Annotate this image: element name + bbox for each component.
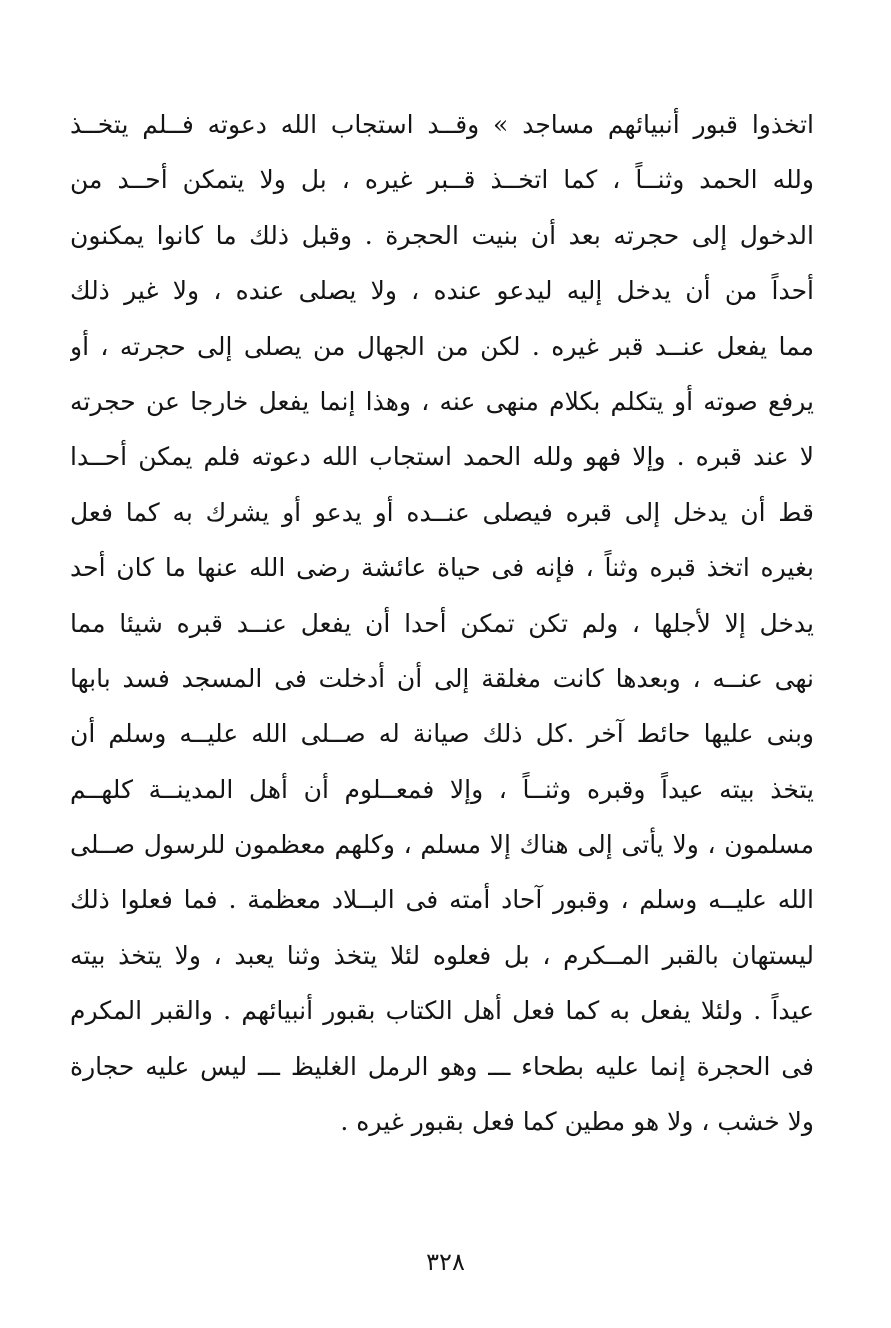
text-line: الله عليــه وسلم ، وقبور آحاد أمته فى البــلاد معظمة . فما فعلوا ذلك [70, 885, 814, 915]
text-line: اتخذوا قبور أنبيائهم مساجد » وقــد استجاب الله دعوته فــلم يتخــذ [70, 110, 814, 139]
text-line: نهى عنــه ، وبعدها كانت مغلقة إلى أن أدخلت فى المسجد فسد بابها [70, 663, 814, 693]
text-line: ولا خشب ، ولا هو مطين كما فعل بقبور غيره . [340, 1107, 814, 1137]
text-line: قط أن يدخل إلى قبره فيصلى عنــده أو يدعو أو يشرك به كما فعل [70, 497, 814, 527]
text-line: فى الحجرة إنما عليه بطحاء ـــ وهو الرمل الغليظ ـــ ليس عليه حجارة [70, 1051, 814, 1081]
text-line: مسلمون ، ولا يأتى إلى هناك إلا مسلم ، وكلهم معظمون للرسول صــلى [70, 830, 814, 860]
page-number: ٣٢٨ [426, 1248, 465, 1276]
text-line: عيداً . ولئلا يفعل به كما فعل أهل الكتاب بقبور أنبيائهم . والقبر المكرم [70, 996, 814, 1026]
text-line: وبنى عليها حائط آخر .كل ذلك صيانة له صــلى الله عليــه وسلم أن [70, 719, 814, 749]
text-line: ليستهان بالقبر المــكرم ، بل فعلوه لئلا يتخذ وثنا يعبد ، ولا يتخذ بيته [70, 940, 814, 970]
text-line: مما يفعل عنــد قبر غيره . لكن من الجهال من يصلى إلى حجرته ، أو [70, 331, 814, 361]
text-line: يرفع صوته أو يتكلم بكلام منهى عنه ، وهذا إنما يفعل خارجا عن حجرته [70, 386, 814, 416]
text-line: يتخذ بيته عيداً وقبره وثنــاً ، وإلا فمعــلوم أن أهل المدينــة كلهــم [70, 774, 814, 804]
text-line: ولله الحمد وثنــاً ، كما اتخــذ قــبر غيره ، بل ولا يتمكن أحــد من [70, 165, 814, 195]
text-line: يدخل إلا لأجلها ، ولم تكن تمكن أحدا أن يفعل عنــد قبره شيئا مما [70, 608, 814, 638]
text-line: لا عند قبره . وإلا فهو ولله الحمد استجاب الله دعوته فلم يمكن أحــدا [70, 442, 814, 472]
text-line: الدخول إلى حجرته بعد أن بنيت الحجرة . وقبل ذلك ما كانوا يمكنون [70, 220, 814, 250]
text-line: أحداً من أن يدخل إليه ليدعو عنده ، ولا يصلى عنده ، ولا غير ذلك [70, 276, 814, 306]
text-line: بغيره اتخذ قبره وثناً ، فإنه فى حياة عائشة رضى الله عنها ما كان أحد [70, 553, 814, 583]
body-text [70, 97, 814, 1149]
